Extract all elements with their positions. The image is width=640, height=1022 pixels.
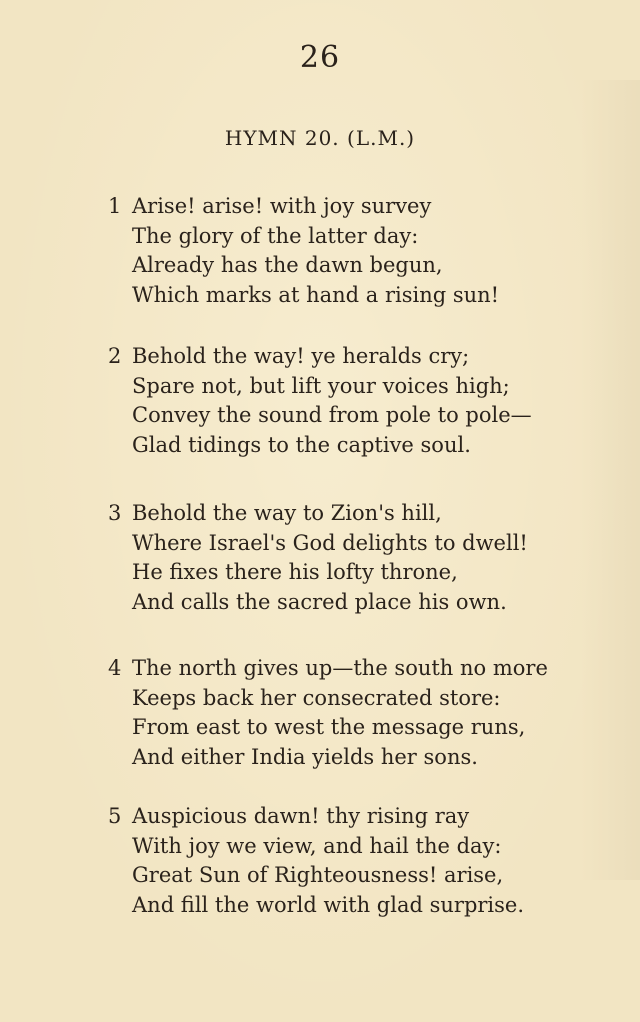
verse-line: Behold the way! ye heralds cry; xyxy=(132,344,470,368)
stanza-2 xyxy=(108,342,532,460)
verse-line: And fill the world with glad surprise. xyxy=(132,892,525,917)
stanza-number: 3 xyxy=(108,501,122,525)
verse-line: And either India yields her sons. xyxy=(132,744,478,769)
stanza-number: 2 xyxy=(108,344,122,368)
verse-line: Which marks at hand a rising sun! xyxy=(132,282,500,307)
verse-line: From east to west the message runs, xyxy=(132,715,526,739)
stanza-4 xyxy=(108,654,548,772)
verse-line: Behold the way to Zion's hill, xyxy=(132,501,442,525)
verse-line: Keeps back her consecrated store: xyxy=(132,685,501,710)
verse-line: The north gives up—the south no more xyxy=(132,656,548,680)
verse-line: Glad tidings to the captive soul. xyxy=(132,432,471,457)
verse-line: Already has the dawn begun, xyxy=(132,253,443,277)
verse-line: He fixes there his lofty throne, xyxy=(132,560,458,584)
verse-line: And calls the sacred place his own. xyxy=(132,589,507,614)
stanza-1 xyxy=(108,192,499,310)
verse-line: Where Israel's God delights to dwell! xyxy=(132,530,528,555)
stanza-5 xyxy=(108,802,524,920)
stanza-number: 1 xyxy=(108,194,122,218)
verse-line: The glory of the latter day: xyxy=(132,223,419,248)
verse-line: Spare not, but lift your voices high; xyxy=(132,373,510,398)
verse-line: Great Sun of Righteousness! arise, xyxy=(132,863,504,887)
verse-line: Auspicious dawn! thy rising ray xyxy=(132,804,470,828)
verse-line: Convey the sound from pole to pole— xyxy=(132,403,532,427)
page-number: 26 xyxy=(299,40,341,75)
show-through-shading xyxy=(580,80,640,880)
verse-line: With joy we view, and hail the day: xyxy=(132,833,502,858)
stanza-number: 4 xyxy=(108,656,122,680)
stanza-number: 5 xyxy=(108,804,122,828)
verse-line: Arise! arise! with joy survey xyxy=(132,194,432,218)
hymn-title: HYMN 20. (L.M.) xyxy=(224,126,416,150)
stanza-3 xyxy=(108,499,528,617)
